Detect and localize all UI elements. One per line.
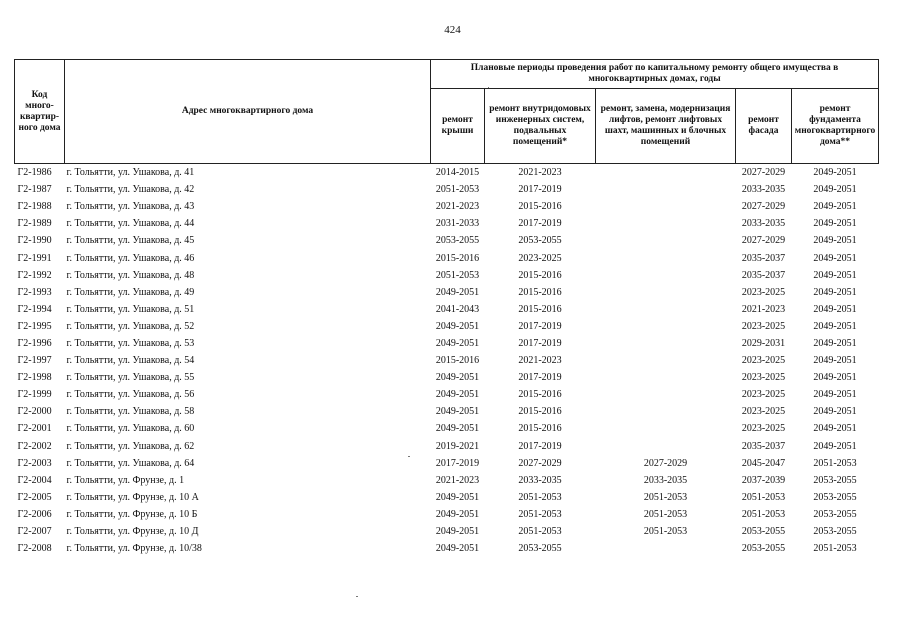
cell-systems: 2017-2019 bbox=[518, 218, 562, 230]
cell-systems: 2017-2019 bbox=[518, 184, 562, 196]
table-row bbox=[15, 455, 879, 472]
cell-code: Г2-2006 bbox=[17, 508, 52, 520]
cell-systems: 2015-2016 bbox=[518, 201, 562, 213]
cell-elevators bbox=[596, 352, 736, 369]
cell-facade: 2051-2053 bbox=[741, 508, 786, 520]
cell-systems: 2015-2016 bbox=[518, 269, 562, 281]
cell-foundation: 2049-2051 bbox=[813, 320, 857, 332]
cell-roof: 2049-2051 bbox=[435, 286, 480, 298]
cell-foundation: 2051-2053 bbox=[813, 543, 857, 555]
cell-systems: 2021-2023 bbox=[518, 167, 562, 179]
cell-facade: 2053-2055 bbox=[741, 526, 786, 538]
table-row bbox=[15, 420, 879, 437]
cell-code: Г2-2008 bbox=[17, 543, 52, 555]
cell-systems: 2017-2019 bbox=[518, 440, 562, 452]
cell-roof: 2051-2053 bbox=[435, 184, 480, 196]
cell-foundation: 2049-2051 bbox=[813, 337, 857, 349]
header-foundation: ремонт фундамента многоквартирного дома** bbox=[792, 89, 879, 164]
cell-facade: 2027-2029 bbox=[741, 201, 786, 213]
cell-facade: 2033-2035 bbox=[741, 184, 786, 196]
cell-address: г. Тольятти, ул. Ушакова, д. 60 bbox=[66, 423, 195, 435]
cell-elevators: 2027-2029 bbox=[643, 457, 688, 469]
cell-elevators bbox=[596, 181, 736, 198]
cell-foundation: 2049-2051 bbox=[813, 286, 857, 298]
cell-systems: 2023-2025 bbox=[518, 252, 562, 264]
cell-address: г. Тольятти, ул. Фрунзе, д. 1 bbox=[66, 474, 185, 486]
header-elevators: ремонт, замена, модернизация лифтов, ремонт лифтовых шахт, машинных и блочных помещений bbox=[596, 89, 736, 164]
cell-code: Г2-1995 bbox=[17, 320, 52, 332]
cell-address: г. Тольятти, ул. Ушакова, д. 42 bbox=[66, 184, 195, 196]
cell-systems: 2017-2019 bbox=[518, 372, 562, 384]
cell-roof: 2049-2051 bbox=[435, 389, 480, 401]
cell-systems: 2017-2019 bbox=[518, 337, 562, 349]
cell-roof: 2017-2019 bbox=[435, 457, 480, 469]
cell-elevators bbox=[596, 369, 736, 386]
cell-facade: 2023-2025 bbox=[741, 423, 786, 435]
cell-foundation: 2049-2051 bbox=[813, 389, 857, 401]
cell-elevators bbox=[596, 420, 736, 437]
cell-systems: 2015-2016 bbox=[518, 286, 562, 298]
cell-elevators bbox=[596, 198, 736, 215]
page-number: 424 bbox=[444, 24, 461, 36]
cell-code: Г2-1998 bbox=[17, 372, 52, 384]
cell-address: г. Тольятти, ул. Ушакова, д. 46 bbox=[66, 252, 195, 264]
cell-facade: 2035-2037 bbox=[741, 252, 786, 264]
table-row bbox=[15, 164, 879, 182]
cell-foundation: 2049-2051 bbox=[813, 372, 857, 384]
cell-code: Г2-2004 bbox=[17, 474, 52, 486]
cell-roof: 2031-2033 bbox=[435, 218, 480, 230]
cell-roof: 2015-2016 bbox=[435, 252, 480, 264]
cell-facade: 2027-2029 bbox=[741, 235, 786, 247]
cell-roof: 2015-2016 bbox=[435, 355, 480, 367]
repair-schedule-table bbox=[14, 59, 879, 557]
header-roof: ремонт крыши bbox=[431, 89, 485, 164]
cell-facade: 2035-2037 bbox=[741, 269, 786, 281]
cell-roof: 2049-2051 bbox=[435, 543, 480, 555]
cell-systems: 2051-2053 bbox=[518, 508, 562, 520]
cell-address: г. Тольятти, ул. Ушакова, д. 56 bbox=[66, 389, 195, 401]
cell-foundation: 2053-2055 bbox=[813, 474, 857, 486]
cell-code: Г2-1991 bbox=[17, 252, 52, 264]
cell-foundation: 2049-2051 bbox=[813, 252, 857, 264]
cell-facade: 2023-2025 bbox=[741, 389, 786, 401]
cell-elevators bbox=[596, 403, 736, 420]
cell-elevators bbox=[596, 335, 736, 352]
cell-roof: 2049-2051 bbox=[435, 526, 480, 538]
cell-elevators bbox=[596, 232, 736, 249]
table-row bbox=[15, 301, 879, 318]
cell-facade: 2023-2025 bbox=[741, 372, 786, 384]
cell-systems: 2015-2016 bbox=[518, 406, 562, 418]
table-row bbox=[15, 369, 879, 386]
cell-code: Г2-2001 bbox=[17, 423, 52, 435]
table-row bbox=[15, 540, 879, 557]
scan-speck bbox=[408, 456, 410, 457]
cell-facade: 2037-2039 bbox=[741, 474, 786, 486]
cell-code: Г2-1987 bbox=[17, 184, 52, 196]
cell-address: г. Тольятти, ул. Ушакова, д. 49 bbox=[66, 286, 195, 298]
cell-code: Г2-1997 bbox=[17, 355, 52, 367]
cell-address: г. Тольятти, ул. Ушакова, д. 53 bbox=[66, 337, 195, 349]
cell-facade: 2045-2047 bbox=[741, 457, 786, 469]
table-row bbox=[15, 198, 879, 215]
cell-roof: 2051-2053 bbox=[435, 269, 480, 281]
cell-roof: 2049-2051 bbox=[435, 406, 480, 418]
cell-address: г. Тольятти, ул. Ушакова, д. 45 bbox=[66, 235, 195, 247]
table-row bbox=[15, 438, 879, 455]
cell-facade: 2021-2023 bbox=[741, 303, 786, 315]
cell-address: г. Тольятти, ул. Фрунзе, д. 10 Д bbox=[66, 526, 199, 538]
cell-roof: 2049-2051 bbox=[435, 372, 480, 384]
cell-systems: 2015-2016 bbox=[518, 423, 562, 435]
cell-elevators bbox=[596, 438, 736, 455]
cell-code: Г2-1988 bbox=[17, 201, 52, 213]
cell-address: г. Тольятти, ул. Фрунзе, д. 10 А bbox=[66, 491, 199, 503]
cell-foundation: 2049-2051 bbox=[813, 269, 857, 281]
cell-facade: 2023-2025 bbox=[741, 406, 786, 418]
table-body bbox=[15, 164, 879, 558]
cell-elevators: 2051-2053 bbox=[643, 491, 688, 503]
table-row bbox=[15, 352, 879, 369]
cell-systems: 2015-2016 bbox=[518, 389, 562, 401]
header-periods-group: Плановые периоды проведения работ по капитальному ремонту общего имущества в многоквартирных домах, годы bbox=[431, 60, 879, 89]
cell-code: Г2-1996 bbox=[17, 337, 52, 349]
cell-roof: 2049-2051 bbox=[435, 320, 480, 332]
cell-foundation: 2049-2051 bbox=[813, 303, 857, 315]
cell-foundation: 2049-2051 bbox=[813, 235, 857, 247]
cell-foundation: 2049-2051 bbox=[813, 423, 857, 435]
cell-roof: 2053-2055 bbox=[435, 235, 480, 247]
cell-roof: 2049-2051 bbox=[435, 508, 480, 520]
table-row bbox=[15, 335, 879, 352]
cell-facade: 2023-2025 bbox=[741, 320, 786, 332]
cell-facade: 2027-2029 bbox=[741, 167, 786, 179]
cell-facade: 2029-2031 bbox=[741, 337, 786, 349]
cell-roof: 2049-2051 bbox=[435, 491, 480, 503]
cell-foundation: 2049-2051 bbox=[813, 355, 857, 367]
cell-code: Г2-1990 bbox=[17, 235, 52, 247]
cell-foundation: 2049-2051 bbox=[813, 440, 857, 452]
cell-roof: 2049-2051 bbox=[435, 423, 480, 435]
cell-code: Г2-1994 bbox=[17, 303, 52, 315]
cell-foundation: 2053-2055 bbox=[813, 508, 857, 520]
table-row bbox=[15, 386, 879, 403]
cell-facade: 2035-2037 bbox=[741, 440, 786, 452]
cell-address: г. Тольятти, ул. Фрунзе, д. 10 Б bbox=[66, 508, 198, 520]
table-row bbox=[15, 267, 879, 284]
cell-systems: 2015-2016 bbox=[518, 303, 562, 315]
cell-foundation: 2049-2051 bbox=[813, 406, 857, 418]
cell-systems: 2051-2053 bbox=[518, 526, 562, 538]
table-row bbox=[15, 472, 879, 489]
scan-speck bbox=[488, 87, 489, 88]
cell-code: Г2-1986 bbox=[17, 167, 52, 179]
cell-facade: 2053-2055 bbox=[741, 543, 786, 555]
table-row bbox=[15, 284, 879, 301]
cell-facade: 2023-2025 bbox=[741, 286, 786, 298]
cell-address: г. Тольятти, ул. Ушакова, д. 41 bbox=[66, 167, 195, 179]
cell-elevators: 2033-2035 bbox=[643, 474, 688, 486]
header-code: Код много-квартир-ного дома bbox=[15, 60, 65, 164]
cell-systems: 2027-2029 bbox=[518, 457, 562, 469]
cell-foundation: 2053-2055 bbox=[813, 491, 857, 503]
cell-roof: 2014-2015 bbox=[435, 167, 480, 179]
cell-elevators bbox=[596, 284, 736, 301]
cell-foundation: 2049-2051 bbox=[813, 167, 857, 179]
cell-code: Г2-1999 bbox=[17, 389, 52, 401]
cell-elevators bbox=[596, 267, 736, 284]
cell-address: г. Тольятти, ул. Ушакова, д. 64 bbox=[66, 457, 195, 469]
cell-address: г. Тольятти, ул. Ушакова, д. 44 bbox=[66, 218, 195, 230]
cell-foundation: 2051-2053 bbox=[813, 457, 857, 469]
cell-foundation: 2049-2051 bbox=[813, 184, 857, 196]
cell-roof: 2041-2043 bbox=[435, 303, 480, 315]
cell-code: Г2-2000 bbox=[17, 406, 52, 418]
header-facade: ремонт фасада bbox=[736, 89, 792, 164]
cell-code: Г2-2003 bbox=[17, 457, 52, 469]
cell-foundation: 2049-2051 bbox=[813, 201, 857, 213]
cell-code: Г2-2002 bbox=[17, 440, 52, 452]
cell-roof: 2049-2051 bbox=[435, 337, 480, 349]
cell-elevators bbox=[596, 386, 736, 403]
table-row bbox=[15, 181, 879, 198]
cell-address: г. Тольятти, ул. Ушакова, д. 48 bbox=[66, 269, 195, 281]
cell-systems: 2053-2055 bbox=[518, 543, 562, 555]
cell-systems: 2051-2053 bbox=[518, 491, 562, 503]
cell-elevators bbox=[596, 301, 736, 318]
cell-address: г. Тольятти, ул. Ушакова, д. 52 bbox=[66, 320, 195, 332]
cell-elevators: 2051-2053 bbox=[643, 526, 688, 538]
cell-systems: 2017-2019 bbox=[518, 320, 562, 332]
cell-systems: 2021-2023 bbox=[518, 355, 562, 367]
cell-facade: 2023-2025 bbox=[741, 355, 786, 367]
table-row bbox=[15, 249, 879, 266]
table-row bbox=[15, 215, 879, 232]
cell-address: г. Тольятти, ул. Ушакова, д. 43 bbox=[66, 201, 195, 213]
cell-systems: 2053-2055 bbox=[518, 235, 562, 247]
table-row bbox=[15, 232, 879, 249]
cell-facade: 2033-2035 bbox=[741, 218, 786, 230]
cell-code: Г2-1989 bbox=[17, 218, 52, 230]
cell-elevators bbox=[596, 318, 736, 335]
table-header bbox=[15, 60, 879, 164]
header-systems: ремонт внутридомовых инженерных систем, подвальных помещений* bbox=[485, 89, 596, 164]
cell-code: Г2-1993 bbox=[17, 286, 52, 298]
scan-speck bbox=[356, 596, 358, 597]
cell-foundation: 2049-2051 bbox=[813, 218, 857, 230]
cell-code: Г2-1992 bbox=[17, 269, 52, 281]
cell-roof: 2019-2021 bbox=[435, 440, 480, 452]
cell-code: Г2-2007 bbox=[17, 526, 52, 538]
cell-facade: 2051-2053 bbox=[741, 491, 786, 503]
cell-elevators bbox=[596, 215, 736, 232]
cell-elevators: 2051-2053 bbox=[643, 508, 688, 520]
cell-roof: 2021-2023 bbox=[435, 474, 480, 486]
cell-address: г. Тольятти, ул. Ушакова, д. 55 bbox=[66, 372, 195, 384]
table-row bbox=[15, 403, 879, 420]
cell-elevators bbox=[596, 164, 736, 182]
table-row bbox=[15, 489, 879, 506]
cell-address: г. Тольятти, ул. Ушакова, д. 62 bbox=[66, 440, 195, 452]
cell-address: г. Тольятти, ул. Фрунзе, д. 10/38 bbox=[66, 543, 202, 555]
cell-systems: 2033-2035 bbox=[518, 474, 562, 486]
cell-roof: 2021-2023 bbox=[435, 201, 480, 213]
cell-code: Г2-2005 bbox=[17, 491, 52, 503]
cell-address: г. Тольятти, ул. Ушакова, д. 51 bbox=[66, 303, 195, 315]
cell-address: г. Тольятти, ул. Ушакова, д. 58 bbox=[66, 406, 195, 418]
cell-elevators bbox=[596, 540, 736, 557]
table-row bbox=[15, 523, 879, 540]
table-row bbox=[15, 318, 879, 335]
cell-address: г. Тольятти, ул. Ушакова, д. 54 bbox=[66, 355, 195, 367]
cell-foundation: 2053-2055 bbox=[813, 526, 857, 538]
cell-elevators bbox=[596, 249, 736, 266]
header-address: Адрес многоквартирного дома bbox=[65, 60, 431, 164]
table-row bbox=[15, 506, 879, 523]
